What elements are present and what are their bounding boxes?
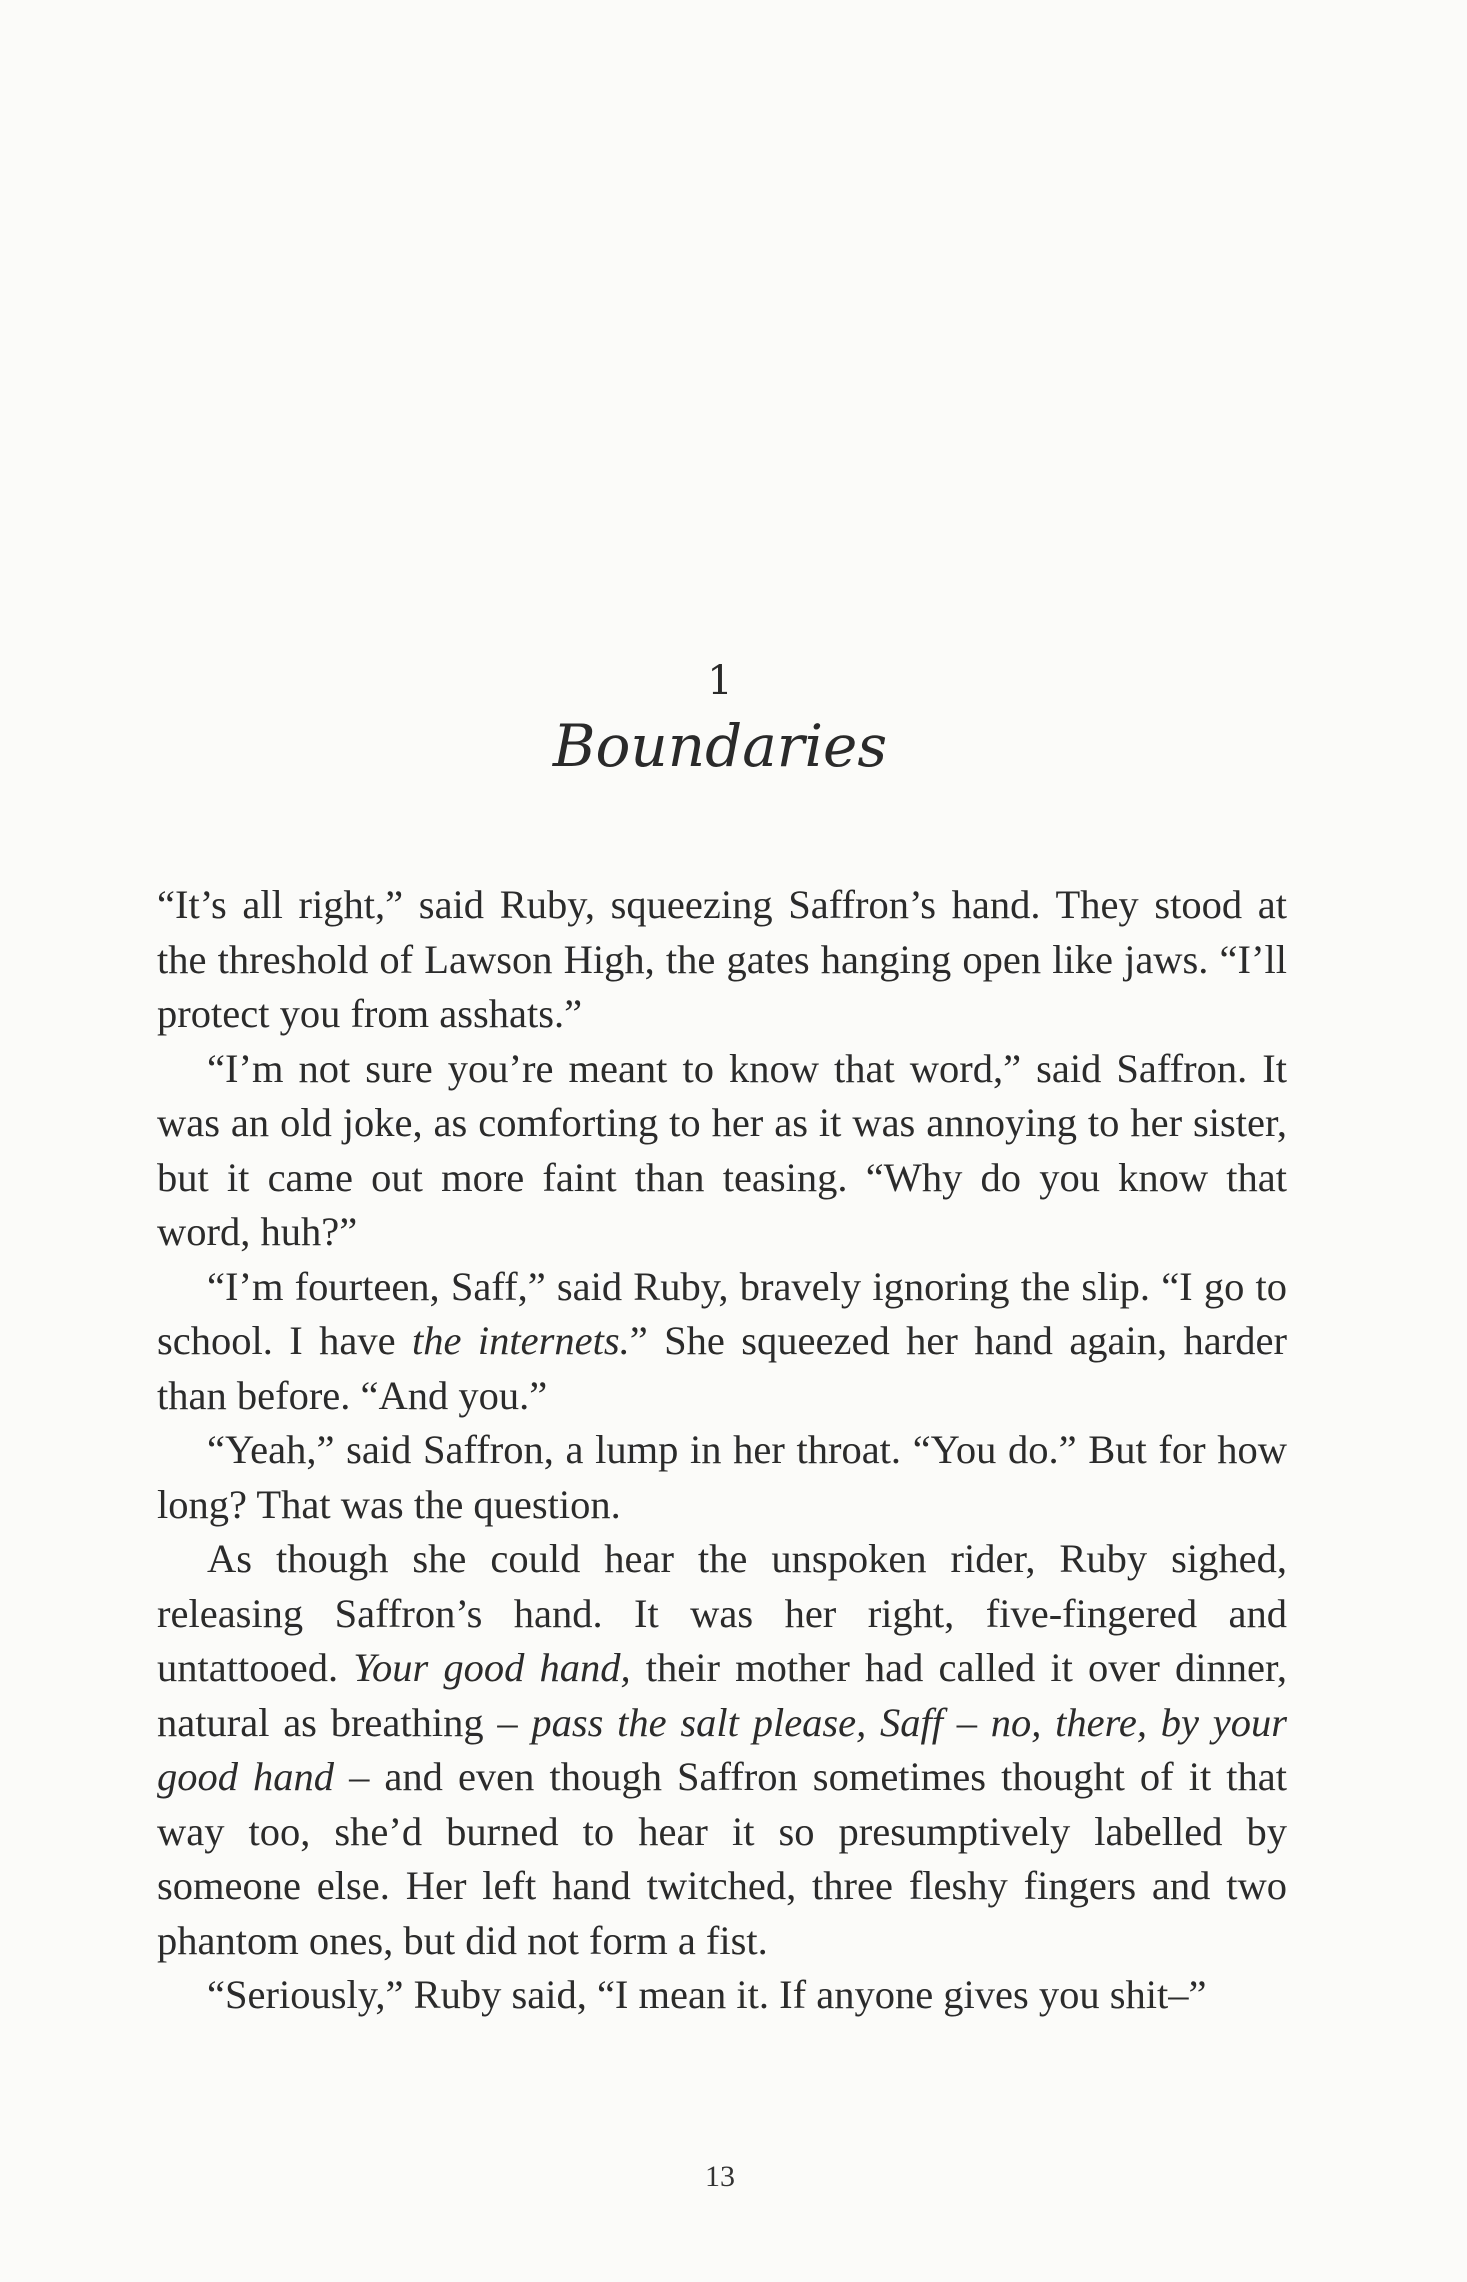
paragraph [157,1532,1287,1968]
paragraph [157,1260,1287,1424]
chapter-title: Boundaries [552,712,888,780]
text-run: “I’m fourteen, Saff,” said Ruby, bravely ignoring the slip. “I go to school. I have [157,1263,1287,1363]
text-run: “I’m not sure you’re meant to know that word,” said Saffron. It was an old joke, as comforting to her as it was annoying to her sister, but it came out more faint than teasing. “Why do you know that word, huh?” [157,1045,1287,1254]
text-run: – and even though Saffron sometimes thought of it that way too, she’d burned to hear it so presumptively labelled by someone else. Her left hand twitched, three fleshy fingers and two phantom ones, but did not form a fist. [157,1754,1287,1963]
paragraph [157,1968,1287,2023]
page-number: 13 [705,2160,735,2193]
text-run: ” She squeezed her hand again, harder than before. “And you.” [157,1318,1287,1418]
paragraph [157,878,1287,1042]
text-run: “It’s all right,” said Ruby, squeezing Saffron’s hand. They stood at the threshold of Lawson High, the gates hanging open like jaws. “I’ll protect you from asshats.” [157,882,1287,1036]
text-run: “Seriously,” Ruby said, “I mean it. If anyone gives you shit–” [207,1972,1207,2017]
paragraph [157,1042,1287,1260]
italic-text: pass the salt please, Saff – no, there, by your good hand [157,1699,1287,1799]
text-run: “Yeah,” said Saffron, a lump in her throat. “You do.” But for how long? That was the question. [157,1427,1287,1527]
chapter-number: 1 [707,658,733,704]
chapter-body [157,878,1287,2023]
italic-text: the internets. [412,1318,630,1363]
text-run: As though she could hear the unspoken rider, Ruby sighed, releasing Saffron’s hand. It was her right, five-fingered and untattooed. [157,1536,1287,1690]
paragraph [157,1423,1287,1532]
text-run: their mother had called it over dinner, natural as breathing – [157,1645,1287,1745]
italic-text: Your good hand, [353,1645,631,1690]
